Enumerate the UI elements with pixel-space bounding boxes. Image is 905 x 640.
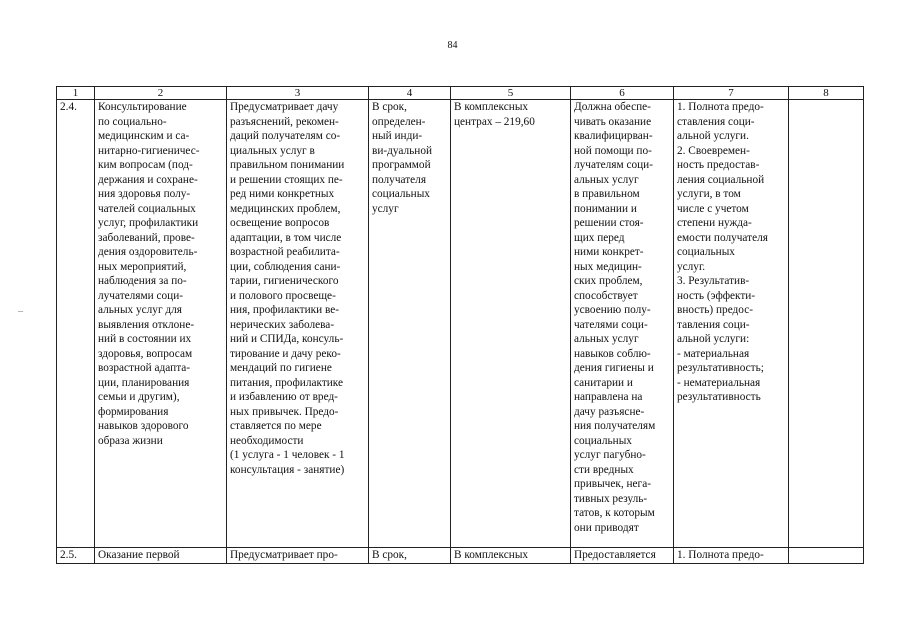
service-price: В комплексных <box>451 548 571 564</box>
row-number: 2.5. <box>57 548 95 564</box>
service-description: Предусматривает дачу разъяснений, рекомен- даций получателям со- циальных услуг в правильном понимании и решении стоящих пе- ред ними конкретных медицинских проблем, освещение вопросов адаптации, в том числе возрастной реабилита- ции, соблюдения сани- тарии, гигиенического и полового просвеще- ния, профилактики ве- нерических заболева- ний и СПИДа, консуль- тирование и дачу реко- мендаций по гигиене питания, профилактике и избавлению от вред- ных привычек. Предо- ставляется по мере необходимости (1 услуга - 1 человек - 1 консультация - занятие) <box>227 100 369 548</box>
service-name: Консультирование по социально- медицинским и са- нитарно-гигиеничес- ким вопросам (под- держания и сохране- ния здоровья полу- чателей социальных услуг, профилактики заболеваний, прове- дения оздоровитель- ных мероприятий, наблюдения за по- лучателями соци- альных услуг для выявления отклоне- ний в состоянии их здоровья, вопросам возрастной адапта- ции, планирования семьи и другим), формирования навыков здорового образа жизни <box>95 100 227 548</box>
notes <box>789 100 864 548</box>
column-header: 4 <box>369 87 451 100</box>
service-name: Оказание первой <box>95 548 227 564</box>
table-header-row <box>57 87 864 100</box>
column-header: 7 <box>674 87 789 100</box>
quality-standard: Предоставляется <box>571 548 674 564</box>
page-number: 84 <box>447 40 458 51</box>
service-term: В срок, определен- ный инди- ви-дуальной программой получателя социальных услуг <box>369 100 451 548</box>
table-row <box>57 548 864 564</box>
column-header: 8 <box>789 87 864 100</box>
row-number: 2.4. <box>57 100 95 548</box>
table-row <box>57 100 864 548</box>
column-header: 2 <box>95 87 227 100</box>
scan-mark: – <box>18 306 23 317</box>
quality-indicators: 1. Полнота предо- ставления соци- альной услуги. 2. Своевремен- ность предостав- ления социальной услуги, в том числе с учетом степени нужда- емости получателя социальных услуг. 3. Результатив- ность (эффекти- вность) предос- тавления соци- альной услуги: - материальная результативность; - нематериальная результативность <box>674 100 789 548</box>
column-header: 6 <box>571 87 674 100</box>
service-term: В срок, <box>369 548 451 564</box>
quality-standard: Должна обеспе- чивать оказание квалифицирван- ной помощи по- лучателям соци- альных услуг в правильном понимании и решении стоя- щих перед ними конкрет- ных медицин- ских проблем, способствует усвоению полу- чателями соци- альных услуг навыков соблю- дения гигиены и санитарии и направлена на дачу разъясне- ния получателям социальных услуг пагубно- сти вредных привычек, нега- тивных резуль- татов, к которым они приводят <box>571 100 674 548</box>
column-header: 5 <box>451 87 571 100</box>
column-header: 3 <box>227 87 369 100</box>
service-description: Предусматривает про- <box>227 548 369 564</box>
services-table <box>56 86 864 564</box>
column-header: 1 <box>57 87 95 100</box>
quality-indicators: 1. Полнота предо- <box>674 548 789 564</box>
service-price: В комплексных центрах – 219,60 <box>451 100 571 548</box>
notes <box>789 548 864 564</box>
